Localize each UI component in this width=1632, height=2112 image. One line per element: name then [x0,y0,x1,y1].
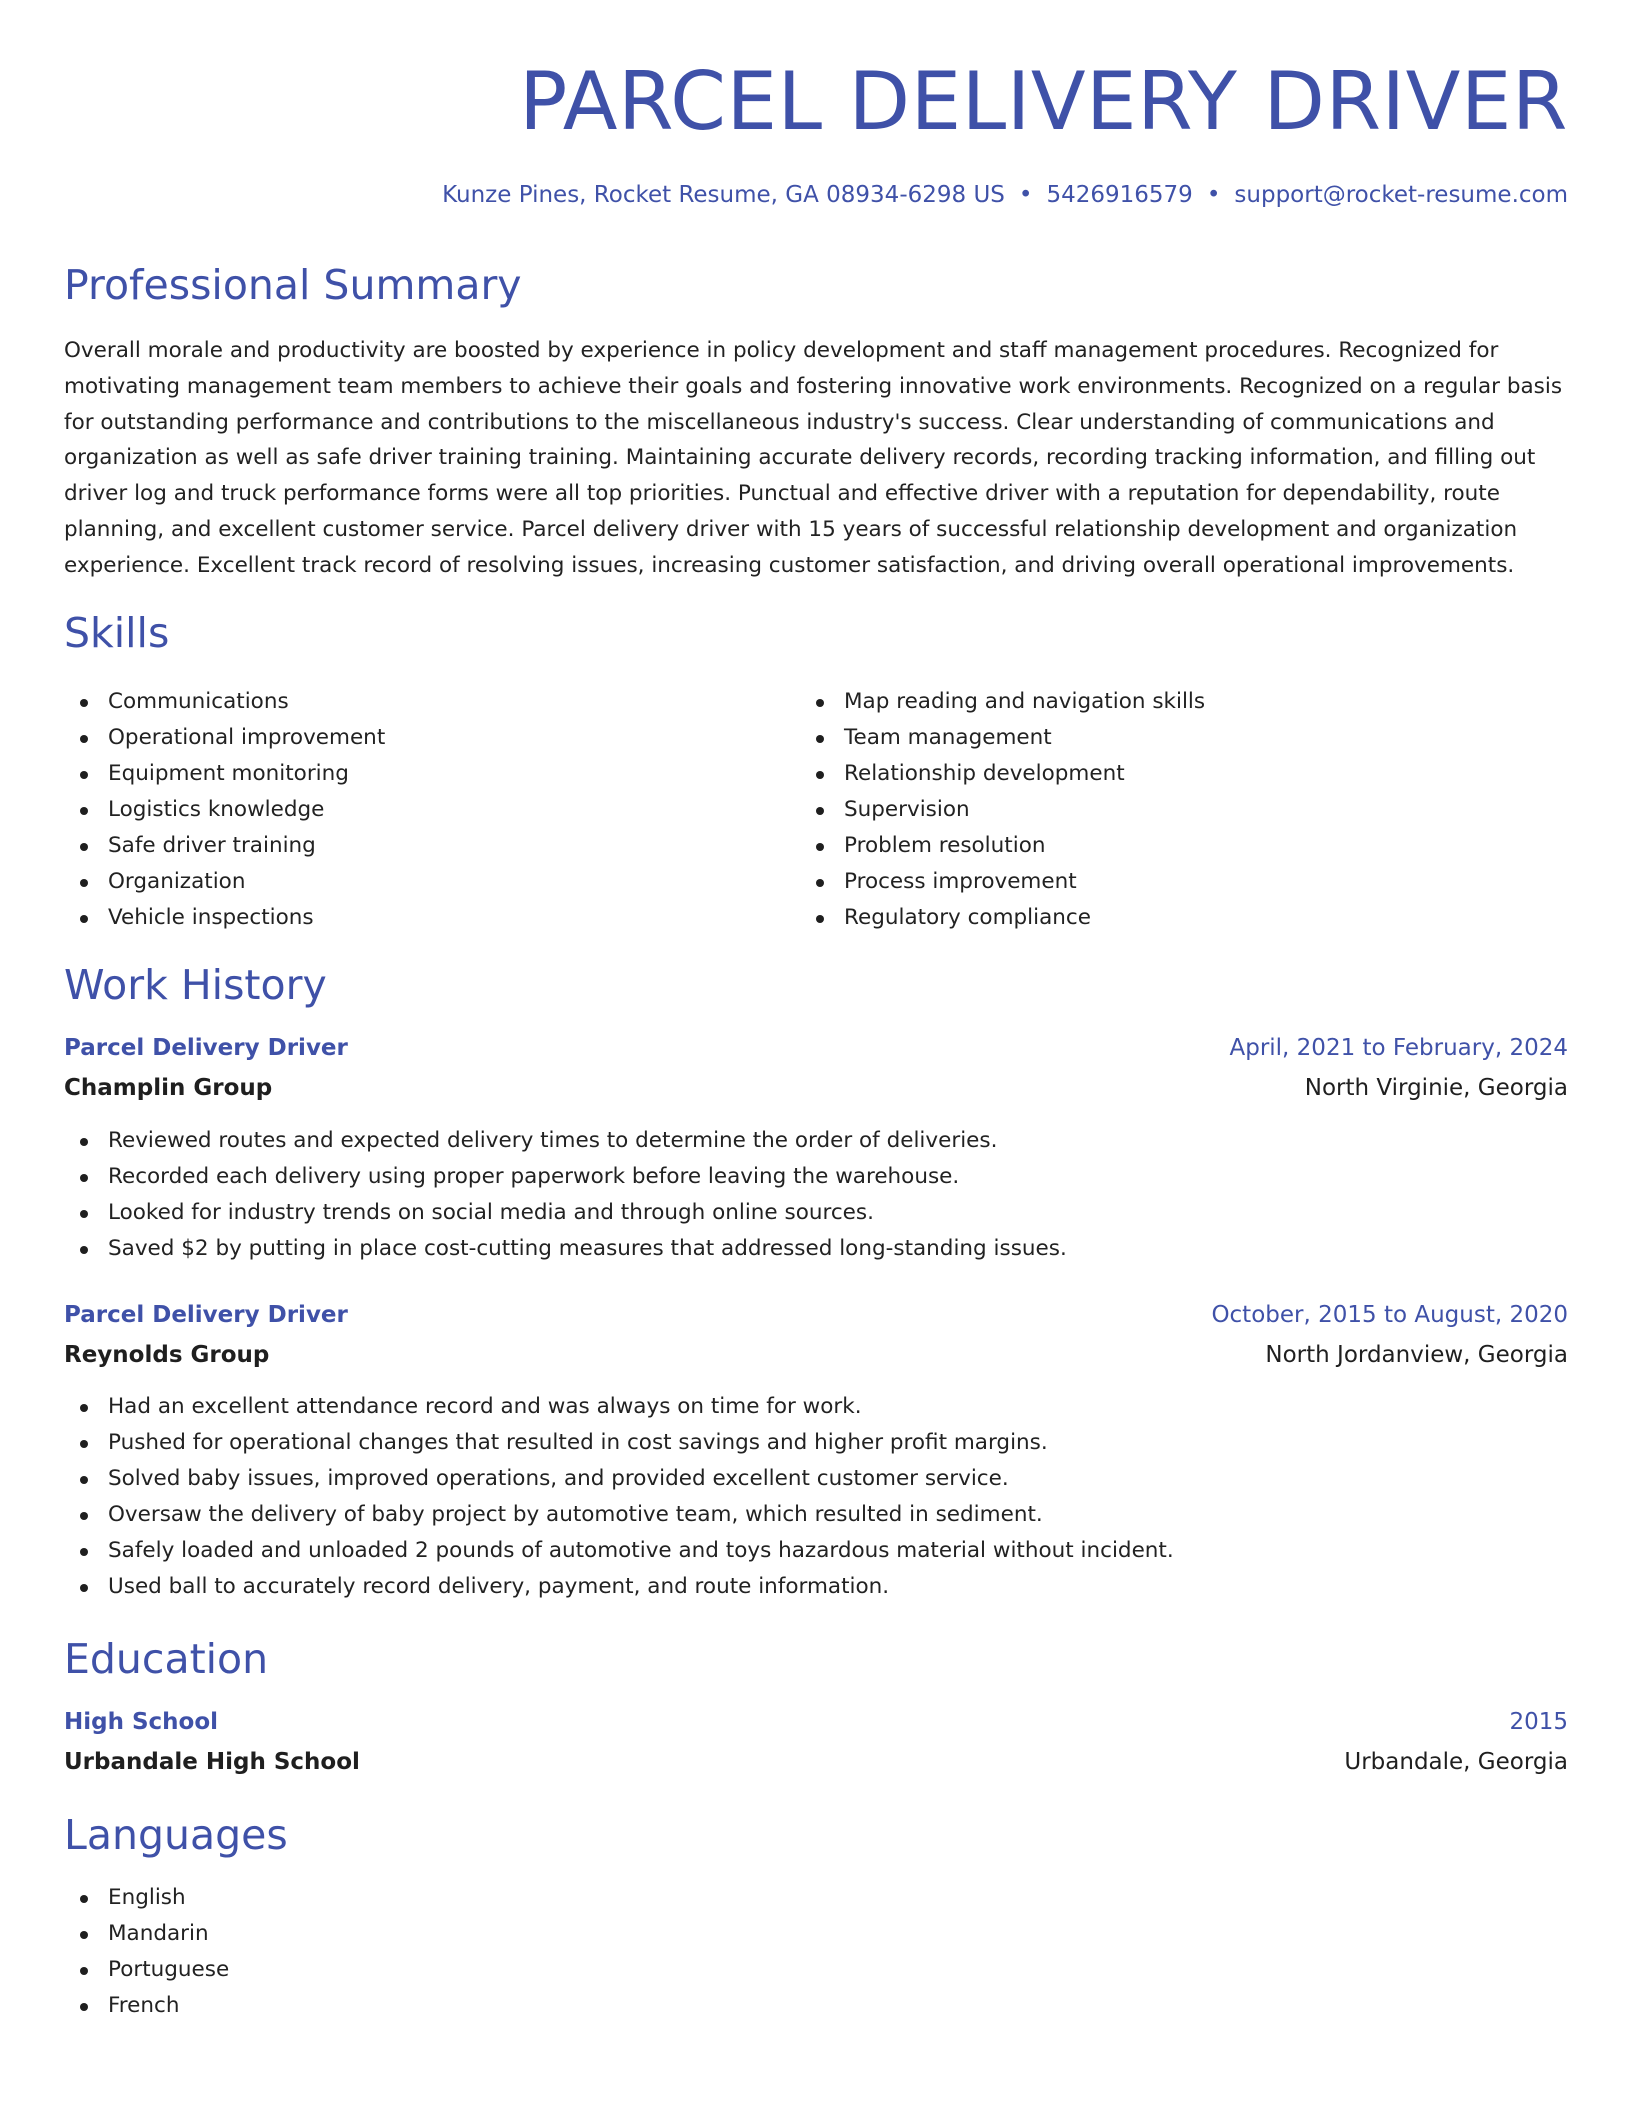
education-year: 2015 [1509,1709,1568,1735]
list-item: Communications [64,684,385,720]
job-header-row [64,1299,1568,1331]
list-item: Process improvement [800,864,1205,900]
list-item: Regulatory compliance [800,900,1205,936]
summary-text: Overall morale and productivity are boosted by experience in policy development and staff management procedures. Recognized for motivating management team members to achieve their goals and fostering innovative work environments. Recognized on a regular basis for outstanding performance and contributions to the miscellaneous industry's success. Clear understanding of communications and organization as well as safe driver training training. Maintaining accurate delivery records, recording tracking information, and filling out driver log and truck performance forms were all top priorities. Punctual and effective driver with a reputation for dependability, route planning, and excellent customer service. Parcel delivery driver with 15 years of successful relationship development and organization experience. Excellent track record of resolving issues, increasing customer satisfaction, and driving overall operational improvements. [64,338,1563,578]
education-header-row [64,1706,1568,1738]
education-school-row [64,1746,1568,1778]
list-item: Reviewed routes and expected delivery times to determine the order of deliveries. [64,1123,1067,1159]
job-bullets [64,1123,1067,1267]
list-item: Portuguese [64,1952,229,1988]
list-item: English [64,1880,229,1916]
contact-address: Kunze Pines, Rocket Resume, GA 08934-6298 US [442,182,1005,208]
job-header-row [64,1032,1568,1064]
list-item: Safe driver training [64,828,385,864]
job-title: Parcel Delivery Driver [64,1035,348,1061]
job-company: Reynolds Group [64,1342,270,1368]
list-item: Relationship development [800,756,1205,792]
skills-heading: Skills [64,609,170,657]
list-item: Looked for industry trends on social media and through online sources. [64,1195,1067,1231]
list-item: Mandarin [64,1916,229,1952]
contact-separator: • [1206,182,1221,208]
summary-heading: Professional Summary [64,261,522,309]
contact-line [442,180,1568,210]
list-item: Equipment monitoring [64,756,385,792]
list-item: Used ball to accurately record delivery, payment, and route information. [64,1569,1174,1605]
list-item: Logistics knowledge [64,792,385,828]
job-company: Champlin Group [64,1075,273,1101]
job-company-row [64,1072,1568,1104]
languages-heading: Languages [64,1811,288,1859]
list-item: Team management [800,720,1205,756]
job-dates: October, 2015 to August, 2020 [1211,1302,1568,1328]
education-school: Urbandale High School [64,1749,360,1775]
list-item: French [64,1988,229,2024]
contact-email[interactable]: support@rocket-resume.com [1234,182,1568,208]
list-item: Map reading and navigation skills [800,684,1205,720]
work-history-heading: Work History [64,961,327,1009]
list-item: Safely loaded and unloaded 2 pounds of automotive and toys hazardous material without incident. [64,1533,1174,1569]
education-location: Urbandale, Georgia [1344,1749,1568,1775]
resume-name: PARCEL DELIVERY DRIVER [519,55,1568,148]
languages-list [64,1880,229,2024]
contact-separator: • [1018,182,1033,208]
job-dates: April, 2021 to February, 2024 [1229,1035,1568,1061]
list-item: Oversaw the delivery of baby project by automotive team, which resulted in sediment. [64,1497,1174,1533]
list-item: Solved baby issues, improved operations, and provided excellent customer service. [64,1461,1174,1497]
list-item: Pushed for operational changes that resulted in cost savings and higher profit margins. [64,1425,1174,1461]
education-degree: High School [64,1709,219,1735]
contact-phone[interactable]: 5426916579 [1046,182,1193,208]
job-title: Parcel Delivery Driver [64,1302,348,1328]
job-location: North Virginie, Georgia [1304,1075,1568,1101]
list-item: Vehicle inspections [64,900,385,936]
list-item: Had an excellent attendance record and was always on time for work. [64,1389,1174,1425]
list-item: Organization [64,864,385,900]
list-item: Problem resolution [800,828,1205,864]
list-item: Supervision [800,792,1205,828]
skills-list-left [64,684,385,936]
list-item: Operational improvement [64,720,385,756]
education-heading: Education [64,1635,269,1683]
job-company-row [64,1339,1568,1371]
list-item: Saved $2 by putting in place cost-cutting measures that addressed long-standing issues. [64,1231,1067,1267]
job-bullets [64,1389,1174,1605]
skills-list-right [800,684,1205,936]
list-item: Recorded each delivery using proper paperwork before leaving the warehouse. [64,1159,1067,1195]
job-location: North Jordanview, Georgia [1265,1342,1568,1368]
